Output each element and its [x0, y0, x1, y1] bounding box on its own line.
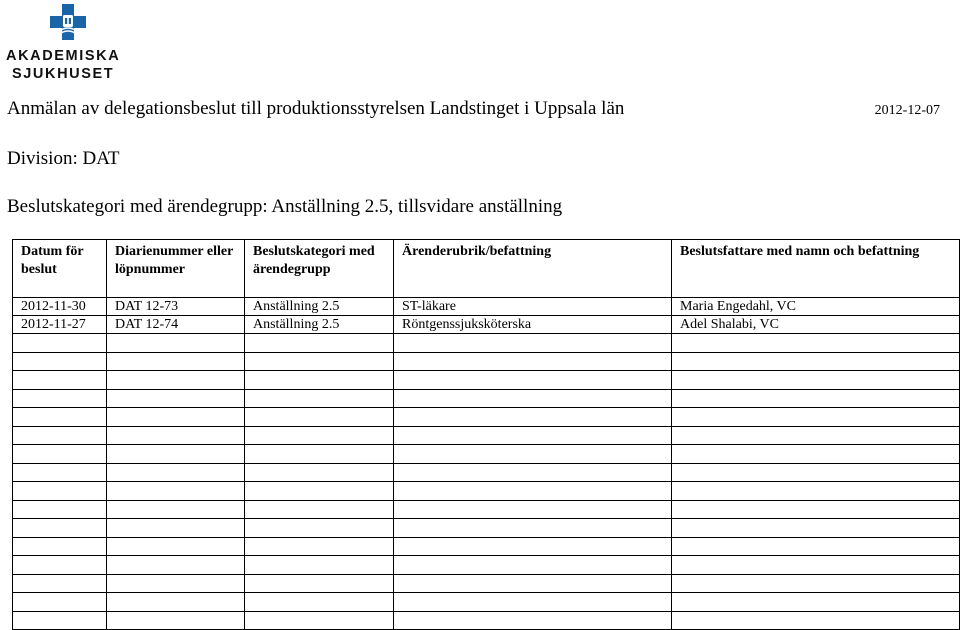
table-row: [13, 298, 960, 316]
table-cell-empty: [13, 334, 107, 353]
table-row-empty: [13, 463, 960, 482]
table-cell-empty: [13, 482, 107, 501]
table-cell-empty: [672, 519, 960, 538]
table-cell-empty: [672, 593, 960, 612]
cell-diarienummer: DAT 12-74: [107, 316, 245, 334]
table-cell-empty: [672, 408, 960, 427]
table-cell-empty: [107, 482, 245, 501]
table-cell-empty: [672, 445, 960, 464]
table-cell-empty: [672, 537, 960, 556]
table-cell-empty: [245, 426, 394, 445]
header-diarienummer: Diarienummer eller löpnummer: [107, 240, 245, 298]
header-beslutskategori: Beslutskategori med ärendegrupp: [245, 240, 394, 298]
document-date: 2012-12-07: [874, 103, 940, 118]
table-cell-empty: [13, 556, 107, 575]
table-row: [13, 316, 960, 334]
cell-arenderubrik: Röntgenssjuksköterska: [394, 316, 672, 334]
table-cell-empty: [672, 463, 960, 482]
table-cell-empty: [672, 334, 960, 353]
table-cell-empty: [394, 500, 672, 519]
table-cell-empty: [107, 519, 245, 538]
table-cell-empty: [245, 334, 394, 353]
table-cell-empty: [107, 408, 245, 427]
table-row-empty: [13, 556, 960, 575]
table-cell-empty: [245, 408, 394, 427]
table-cell-empty: [245, 371, 394, 390]
table-cell-empty: [672, 574, 960, 593]
table-row-empty: [13, 352, 960, 371]
table-cell-empty: [107, 574, 245, 593]
table-cell-empty: [394, 389, 672, 408]
table-cell-empty: [394, 371, 672, 390]
table-cell-empty: [13, 352, 107, 371]
table-cell-empty: [245, 389, 394, 408]
table-cell-empty: [245, 537, 394, 556]
header-arenderubrik: Ärenderubrik/befattning: [394, 240, 672, 298]
table-cell-empty: [394, 426, 672, 445]
cell-diarienummer: DAT 12-73: [107, 298, 245, 316]
table-row-empty: [13, 611, 960, 630]
table-cell-empty: [245, 593, 394, 612]
table-cell-empty: [394, 519, 672, 538]
table-cell-empty: [107, 389, 245, 408]
table-row-empty: [13, 445, 960, 464]
header-beslutsfattare: Beslutsfattare med namn och befattning: [672, 240, 960, 298]
table-row-empty: [13, 574, 960, 593]
cell-beslutsfattare: Adel Shalabi, VC: [672, 316, 960, 334]
table-cell-empty: [13, 593, 107, 612]
table-row-empty: [13, 593, 960, 612]
table-cell-empty: [107, 334, 245, 353]
table-cell-empty: [13, 574, 107, 593]
delegation-table: [12, 239, 960, 630]
table-cell-empty: [107, 371, 245, 390]
table-header-row: [13, 240, 960, 298]
table-cell-empty: [394, 574, 672, 593]
beslutskategori-label: Beslutskategori med ärendegrupp: Anställning 2.5, tillsvidare anställning: [7, 196, 563, 217]
table-cell-empty: [107, 352, 245, 371]
table-cell-empty: [13, 537, 107, 556]
table-cell-empty: [107, 463, 245, 482]
table-cell-empty: [13, 519, 107, 538]
table-row-empty: [13, 519, 960, 538]
table-cell-empty: [245, 482, 394, 501]
table-row-empty: [13, 500, 960, 519]
division-label: Division: DAT: [7, 148, 120, 169]
table-cell-empty: [13, 500, 107, 519]
table-cell-empty: [672, 556, 960, 575]
table-cell-empty: [672, 482, 960, 501]
table-row-empty: [13, 334, 960, 353]
table-cell-empty: [394, 593, 672, 612]
table-cell-empty: [394, 482, 672, 501]
logo-text-akademiska: AKADEMISKA: [6, 48, 121, 64]
cell-beslutskategori: Anställning 2.5: [245, 316, 394, 334]
table-cell-empty: [107, 611, 245, 630]
cell-beslutskategori: Anställning 2.5: [245, 298, 394, 316]
table-cell-empty: [13, 426, 107, 445]
cell-datum: 2012-11-30: [13, 298, 107, 316]
table-cell-empty: [107, 593, 245, 612]
table-cell-empty: [245, 556, 394, 575]
table-cell-empty: [394, 556, 672, 575]
hospital-cross-icon: [50, 4, 86, 40]
table-cell-empty: [13, 445, 107, 464]
table-cell-empty: [13, 389, 107, 408]
table-cell-empty: [107, 556, 245, 575]
table-cell-empty: [394, 537, 672, 556]
table-cell-empty: [672, 389, 960, 408]
table-cell-empty: [107, 500, 245, 519]
table-cell-empty: [13, 463, 107, 482]
table-cell-empty: [245, 519, 394, 538]
table-cell-empty: [245, 500, 394, 519]
table-row-empty: [13, 408, 960, 427]
logo-text-sjukhuset: SJUKHUSET: [12, 66, 115, 82]
table-cell-empty: [394, 445, 672, 464]
table-row-empty: [13, 537, 960, 556]
table-body: [13, 298, 960, 630]
document-title: Anmälan av delegationsbeslut till produktionsstyrelsen Landstinget i Uppsala län: [7, 98, 625, 119]
table-row-empty: [13, 426, 960, 445]
table-cell-empty: [245, 445, 394, 464]
hospital-logo: [2, 2, 132, 84]
table-row-empty: [13, 389, 960, 408]
header-datum: Datum för beslut: [13, 240, 107, 298]
table-cell-empty: [107, 426, 245, 445]
table-cell-empty: [13, 611, 107, 630]
cell-beslutsfattare: Maria Engedahl, VC: [672, 298, 960, 316]
table-row-empty: [13, 371, 960, 390]
table-cell-empty: [394, 408, 672, 427]
table-cell-empty: [672, 500, 960, 519]
table-cell-empty: [13, 408, 107, 427]
table-cell-empty: [672, 371, 960, 390]
table-cell-empty: [672, 611, 960, 630]
table-cell-empty: [245, 352, 394, 371]
cell-datum: 2012-11-27: [13, 316, 107, 334]
table-cell-empty: [672, 426, 960, 445]
table-cell-empty: [13, 371, 107, 390]
table-cell-empty: [672, 352, 960, 371]
table-cell-empty: [394, 463, 672, 482]
table-cell-empty: [245, 611, 394, 630]
table-cell-empty: [107, 537, 245, 556]
table-cell-empty: [394, 334, 672, 353]
cell-arenderubrik: ST-läkare: [394, 298, 672, 316]
table-cell-empty: [245, 463, 394, 482]
table-cell-empty: [394, 352, 672, 371]
table-cell-empty: [107, 445, 245, 464]
table-row-empty: [13, 482, 960, 501]
table-cell-empty: [394, 611, 672, 630]
table-cell-empty: [245, 574, 394, 593]
